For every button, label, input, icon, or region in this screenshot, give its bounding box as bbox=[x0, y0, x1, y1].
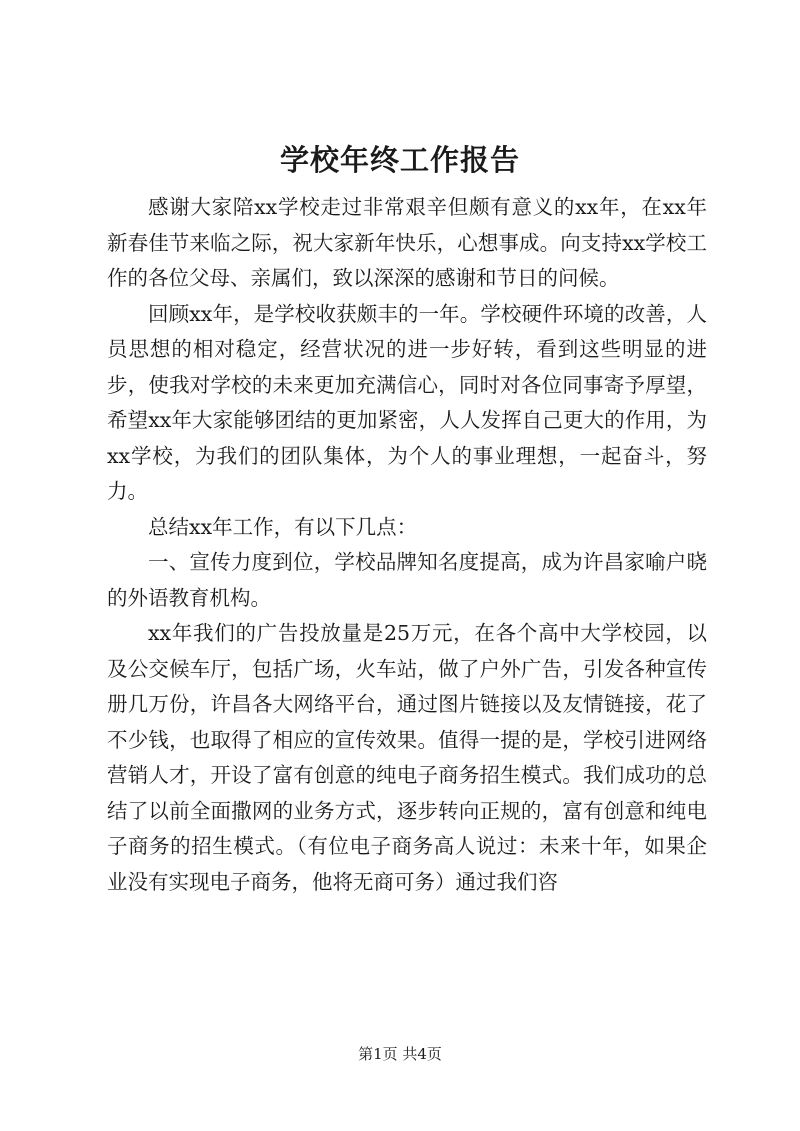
paragraph-greeting: 感谢大家陪xx学校走过非常艰辛但颇有意义的xx年，在xx年新春佳节来临之际，祝大家新年快乐，心想事成。向支持xx学校工作的各位父母、亲属们，致以深深的感谢和节日的问候。 bbox=[107, 195, 707, 290]
paragraph-review: 回顾xx年，是学校收获颇丰的一年。学校硬件环境的改善，人员思想的相对稳定，经营状况的进一步好转，看到这些明显的进步，使我对学校的未来更加充满信心，同时对各位同事寄予厚望，希望xx年大家能够团结的更加紧密，人人发挥自己更大的作用，为xx学校，为我们的团队集体，为个人的事业理想，一起奋斗，努力。 bbox=[107, 301, 707, 503]
paragraph-summary-intro: 总结xx年工作，有以下几点： bbox=[148, 514, 418, 539]
document-body bbox=[107, 190, 707, 900]
page-footer: 第1页 共4页 bbox=[358, 1045, 442, 1063]
paragraph-advertising: xx年我们的广告投放量是25万元，在各个高中大学校园，以及公交候车厅，包括广场，火车站，做了户外广告，引发各种宣传册几万份，许昌各大网络平台，通过图片链接以及友情链接，花了不少钱，也取得了相应的宣传效果。值得一提的是，学校引进网络营销人才，开设了富有创意的纯电子商务招生模式。我们成功的总结了以前全面撒网的业务方式，逐步转向正规的，富有创意和纯电子商务的招生模式。（有位电子商务高人说过：未来十年，如果企业没有实现电子商务，他将无商可务）通过我们咨 bbox=[107, 621, 707, 894]
paragraph-point-one: 一、宣传力度到位，学校品牌知名度提高，成为许昌家喻户晓的外语教育机构。 bbox=[107, 550, 707, 610]
document-title: 学校年终工作报告 bbox=[279, 143, 520, 177]
